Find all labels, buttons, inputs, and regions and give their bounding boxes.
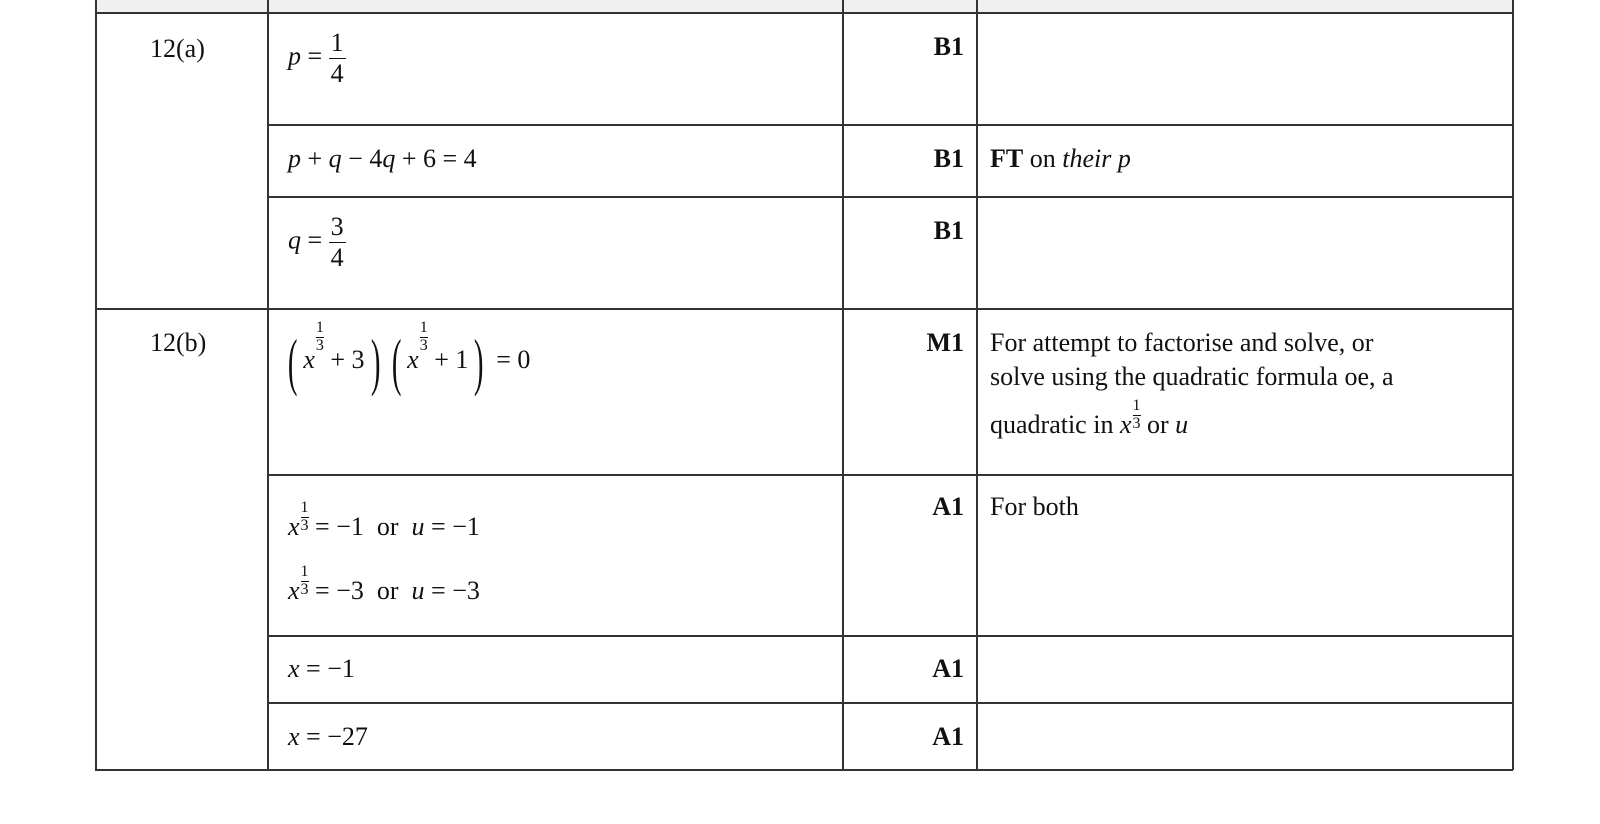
mark-cell: A1	[932, 654, 964, 683]
mark-cell: B1	[933, 144, 964, 173]
answer-cell: ( x $\frac{1}{3}$ + 3) ( x $\frac{1}{3}$ + 1) = 0	[287, 319, 531, 397]
row-border	[267, 474, 1513, 476]
mark-cell: M1	[926, 328, 964, 357]
answer-cell: x = −27	[288, 722, 368, 751]
table-border-left	[95, 0, 97, 770]
table-border-col4	[976, 0, 978, 770]
row-border	[267, 124, 1513, 126]
table-border-right	[1512, 0, 1514, 770]
row-border	[95, 308, 1513, 310]
guidance-cell: For both	[990, 492, 1079, 521]
guidance-cell: For attempt to factorise and solve, or solve using the quadratic formula oe, a quadratic in x $\frac{1}{3}$ or u	[990, 328, 1394, 439]
table-border-col3	[842, 0, 844, 770]
answer-cell: x = −1	[288, 654, 355, 683]
answer-cell: p = $\frac{1}{4}$	[288, 28, 344, 88]
row-border	[267, 196, 1513, 198]
mark-cell: B1	[933, 216, 964, 245]
answer-cell: p + q − 4q + 6 = 4	[288, 144, 477, 173]
table-border-col2	[267, 0, 269, 770]
answer-cell: x $\frac{1}{3}$ = −1 or u = −1 x $\frac{1}{3}$ = −3 or u = −3	[288, 499, 480, 605]
mark-cell: A1	[932, 722, 964, 751]
mark-cell: B1	[933, 32, 964, 61]
row-border	[267, 702, 1513, 704]
row-border	[267, 635, 1513, 637]
question-number: 12(b)	[150, 328, 207, 357]
question-number: 12(a)	[150, 34, 205, 63]
answer-cell: q = $\frac{3}{4}$	[288, 212, 344, 272]
mark-cell: A1	[932, 492, 964, 521]
row-border	[95, 12, 1513, 14]
guidance-cell: FT on their p	[990, 144, 1131, 173]
row-border	[95, 769, 1513, 771]
